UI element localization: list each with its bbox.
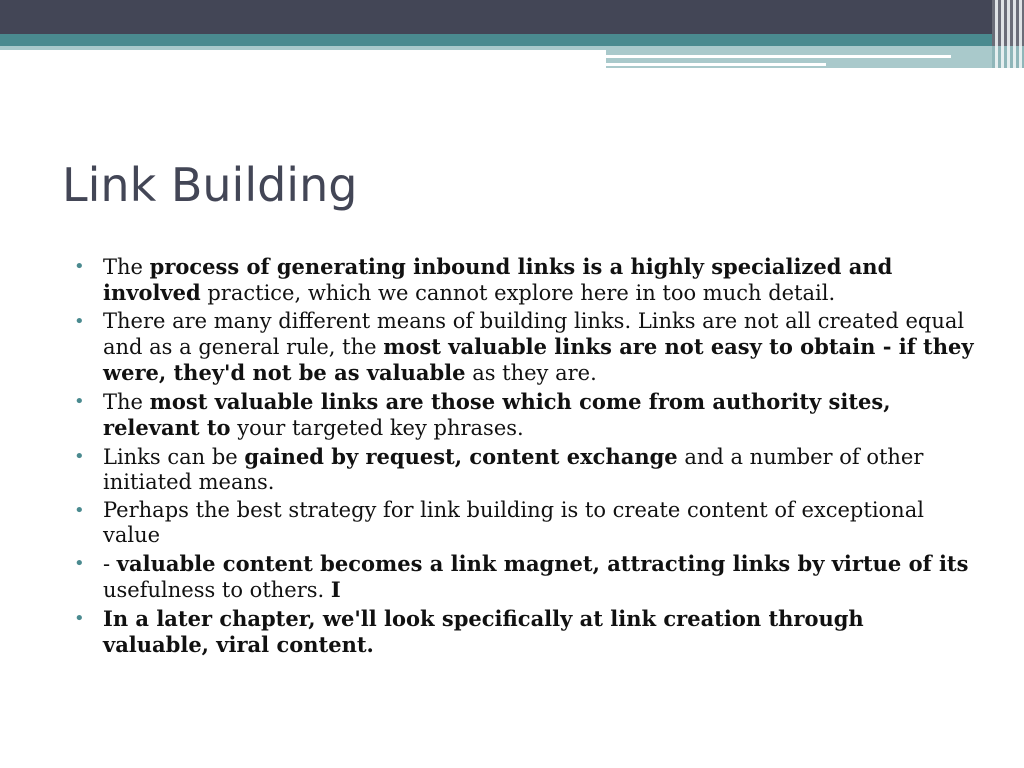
bullet-item	[74, 389, 974, 441]
bullet-text-bold: process of generating inbound links is a highly specialized and involved	[103, 254, 893, 305]
bullet-icon: •	[74, 608, 85, 629]
bullet-icon: •	[74, 446, 85, 467]
bullet-text-bold: gained by request, content exchange	[244, 444, 678, 469]
bullet-text: There are many different means of building links. Links are not all created equal and as a general rule, the	[103, 309, 965, 359]
bullet-item	[74, 444, 974, 495]
header-dark-band	[0, 0, 1024, 34]
bullet-text-bold: most valuable links are not easy to obtain - if they were, they'd not be as valuable	[103, 334, 974, 385]
bullet-icon: •	[74, 500, 85, 521]
header-teal-band	[0, 34, 1024, 46]
bullet-text: Links can be	[103, 445, 245, 469]
bullet-icon: •	[74, 256, 85, 277]
bullet-icon: •	[74, 391, 85, 412]
bullet-text: The	[103, 390, 150, 414]
header-panel-line	[606, 63, 826, 66]
bullet-text: -	[103, 552, 117, 576]
bullet-icon: •	[74, 311, 85, 332]
bullet-text: your targeted key phrases.	[230, 416, 524, 440]
header-light-band	[0, 46, 606, 50]
bullet-text: Perhaps the best strategy for link building is to create content of exceptional value	[103, 498, 924, 547]
bullet-item	[74, 254, 974, 306]
bullet-text-bold: most valuable links are those which come from authority sites, relevant to	[103, 389, 891, 440]
bullet-item	[74, 606, 974, 658]
slide-title: Link Building	[62, 158, 358, 212]
bullet-icon: •	[74, 553, 85, 574]
bullet-text: usefulness to others.	[103, 578, 331, 602]
bullet-text: practice, which we cannot explore here in too much detail.	[200, 281, 836, 305]
bullet-text-bold: valuable content becomes a link magnet, attracting links by virtue of its	[116, 551, 969, 576]
header-panel-line	[606, 55, 951, 58]
bullet-item	[74, 498, 974, 548]
bullet-list	[74, 254, 974, 661]
bullet-text-bold: In a later chapter, we'll look specifically at link creation through valuable, viral content.	[103, 606, 864, 657]
bullet-text-bold: I	[330, 577, 341, 602]
bullet-text: The	[103, 255, 150, 279]
bullet-item	[74, 551, 974, 603]
bullet-item	[74, 309, 974, 386]
header-stripes-lower	[992, 46, 1024, 68]
bullet-text: and a number of other initiated means.	[103, 445, 924, 494]
bullet-text: as they are.	[465, 361, 597, 385]
